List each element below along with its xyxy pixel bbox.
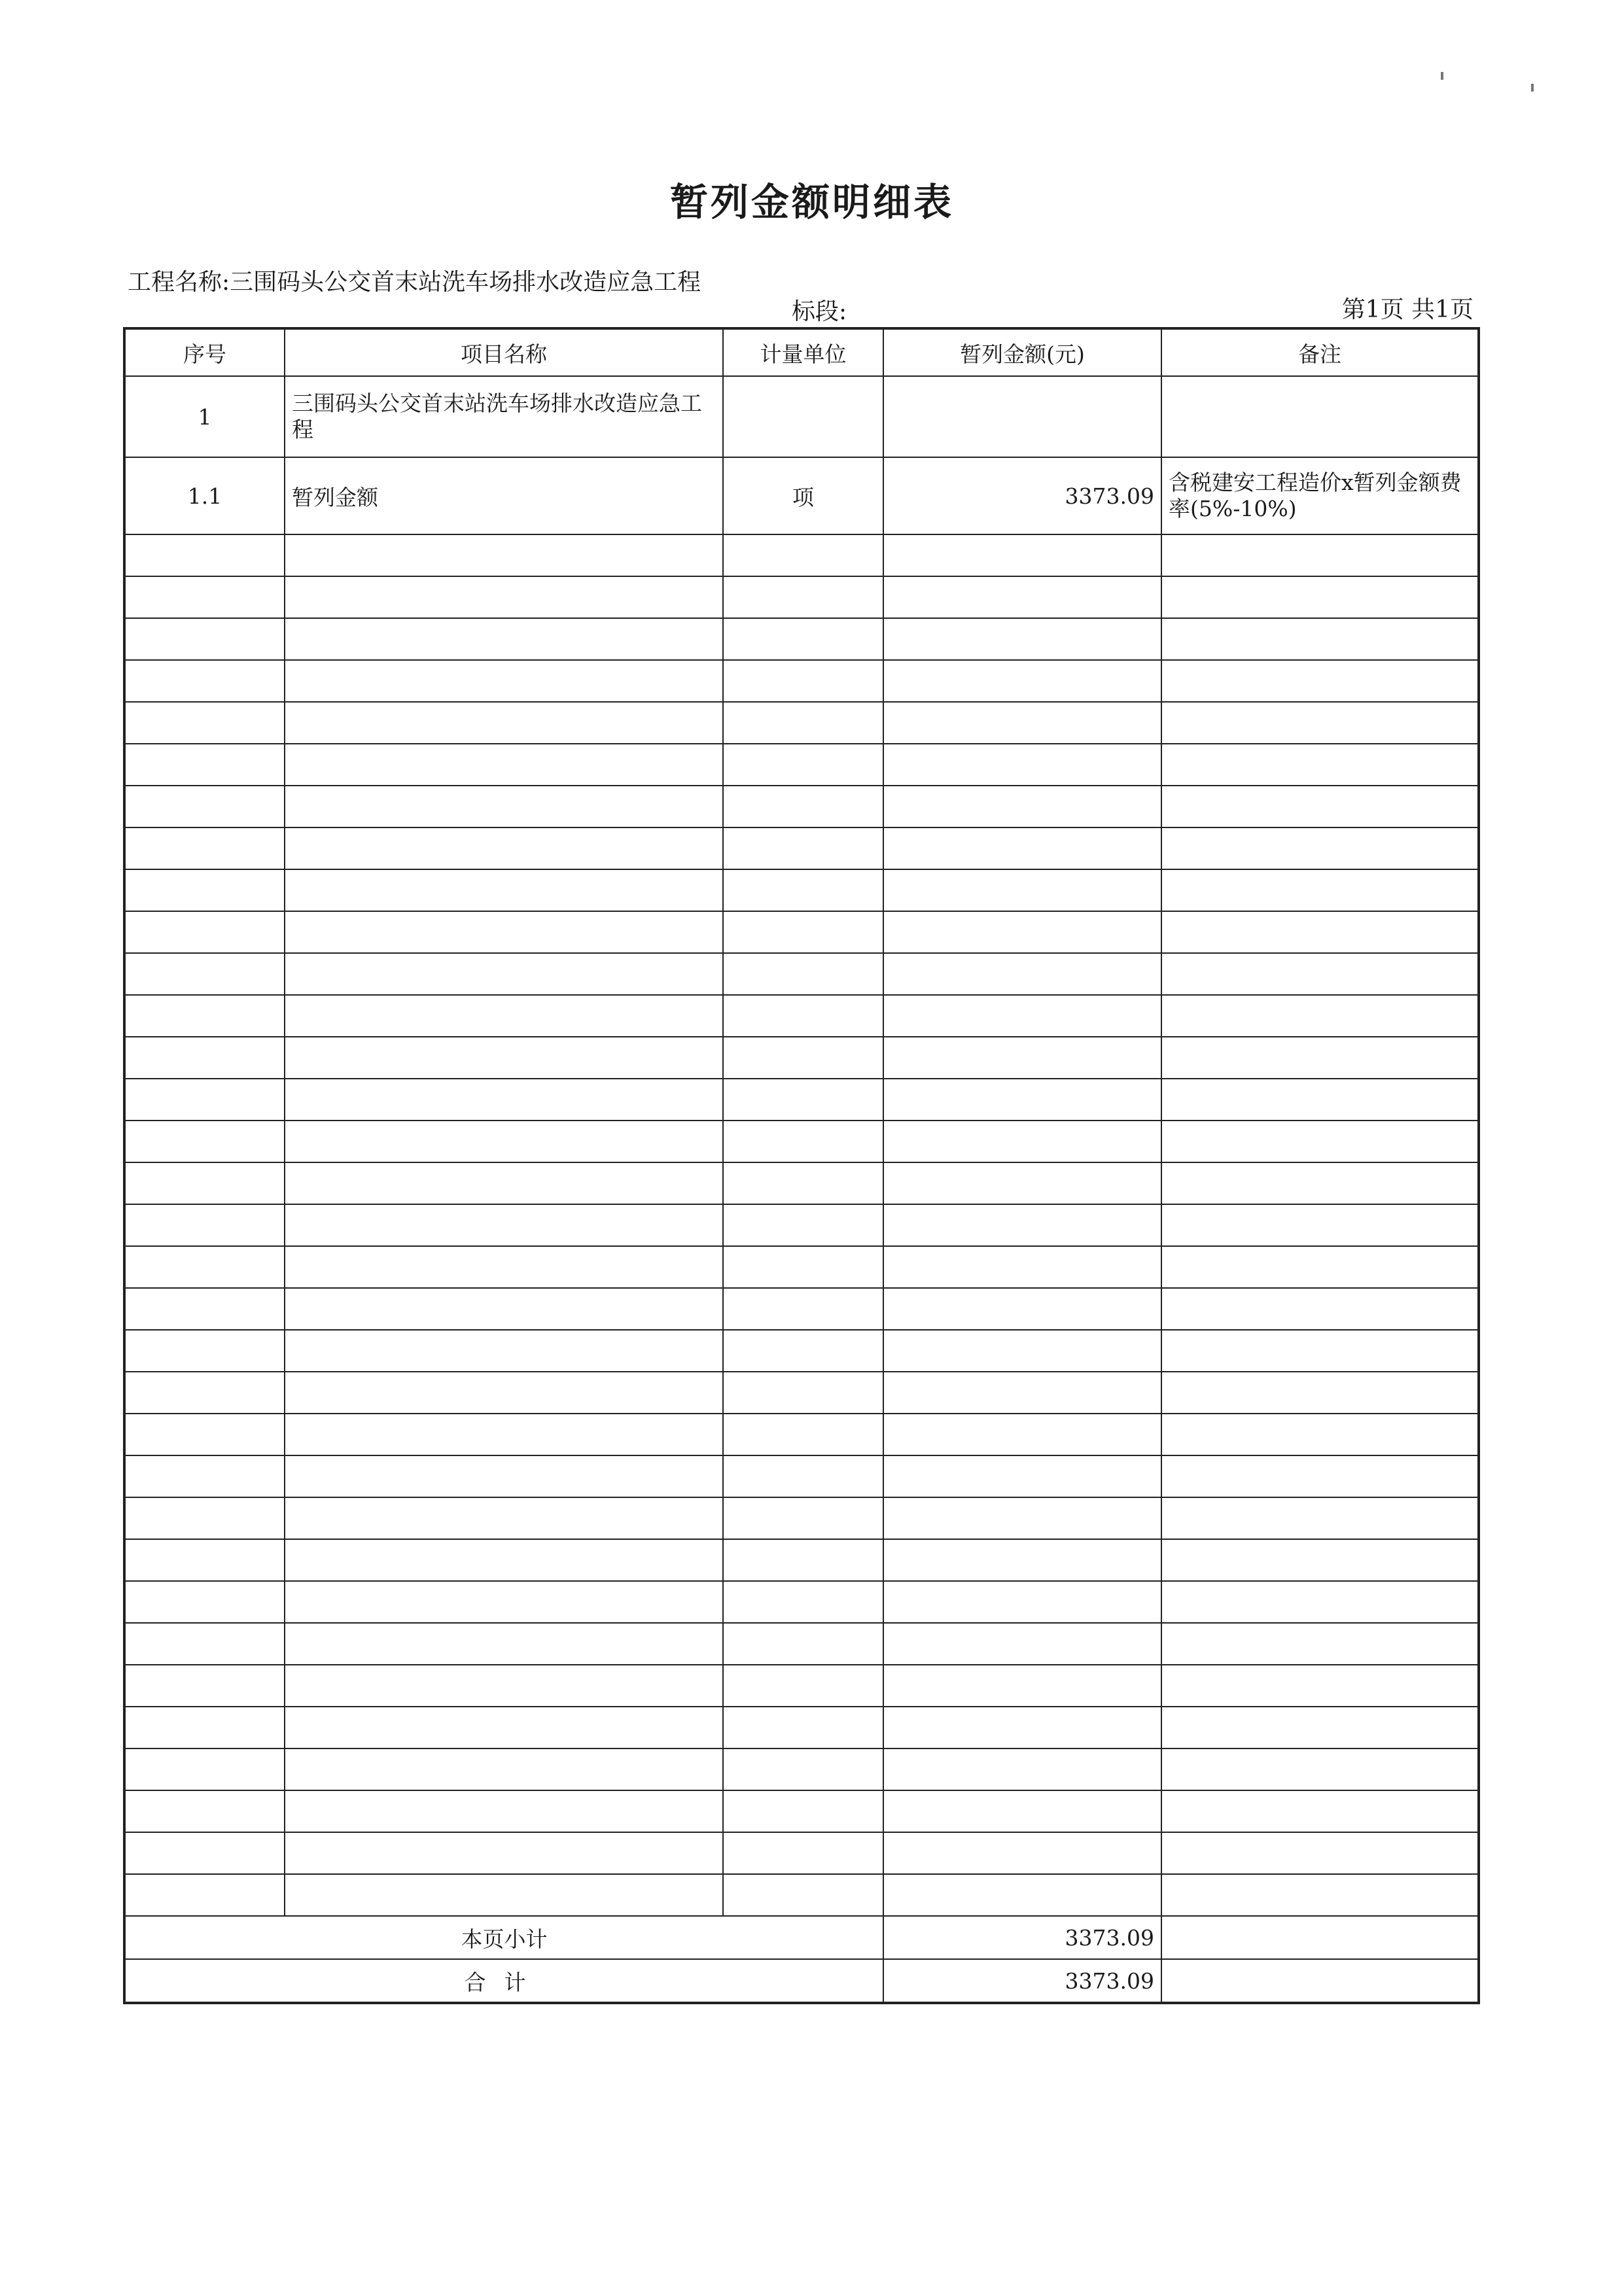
table-row-blank [124,744,1479,786]
cell-blank [285,827,723,869]
table-row-blank [124,995,1479,1037]
cell-blank [1161,1874,1479,1916]
cell-item-name: 暂列金额 [285,457,723,534]
cell-blank [723,1288,883,1330]
table-row-blank [124,1874,1479,1916]
cell-blank [1161,576,1479,618]
cell-blank [883,744,1161,786]
cell-blank [723,1497,883,1539]
cell-blank [883,1121,1161,1162]
cell-blank [723,1037,883,1079]
cell-blank [124,1874,285,1916]
cell-blank [883,1748,1161,1790]
total-amount: 3373.09 [883,1959,1161,2003]
table-row-blank [124,1539,1479,1581]
cell-blank [883,660,1161,702]
table-row-blank [124,1790,1479,1832]
cell-blank [1161,1539,1479,1581]
cell-blank [124,744,285,786]
section-label: 标段: [792,298,847,325]
cell-unit: 项 [723,457,883,534]
cell-blank [124,1246,285,1288]
total-row [124,1959,1479,2003]
cell-blank [1161,1246,1479,1288]
cell-blank [124,1204,285,1246]
table-row-blank [124,618,1479,660]
subtotal-label: 本页小计 [124,1916,883,1959]
cell-blank [124,1455,285,1497]
cell-blank [1161,1665,1479,1707]
cell-blank [723,1874,883,1916]
cell-blank [1161,1707,1479,1748]
cell-blank [124,576,285,618]
header-item-name: 项目名称 [285,328,723,376]
cell-blank [285,1790,723,1832]
cell-blank [124,1037,285,1079]
cell-blank [285,1162,723,1204]
cell-blank [883,1790,1161,1832]
cell-blank [883,1079,1161,1121]
cell-blank [723,1539,883,1581]
cell-blank [285,953,723,995]
cell-blank [1161,1330,1479,1372]
cell-blank [1161,744,1479,786]
cell-blank [883,1414,1161,1455]
table-row [124,376,1479,457]
table-row-blank [124,1288,1479,1330]
cell-blank [124,911,285,953]
cell-blank [285,1665,723,1707]
cell-blank [285,1079,723,1121]
table-row-blank [124,576,1479,618]
cell-blank [285,911,723,953]
table-row-blank [124,1330,1479,1372]
cell-blank [124,618,285,660]
cell-blank [883,1539,1161,1581]
cell-blank [883,1665,1161,1707]
cell-blank [285,660,723,702]
cell-blank [1161,1162,1479,1204]
table-row-blank [124,1037,1479,1079]
table-row-blank [124,786,1479,827]
cell-blank [883,702,1161,744]
cell-blank [1161,786,1479,827]
table-row-blank [124,1246,1479,1288]
cell-blank [124,995,285,1037]
cell-blank [285,1121,723,1162]
table-row-blank [124,827,1479,869]
cell-blank [285,1414,723,1455]
cell-blank [124,1707,285,1748]
cell-amount: 3373.09 [883,457,1161,534]
cell-blank [1161,660,1479,702]
cell-blank [285,744,723,786]
cell-note [1161,376,1479,457]
cell-blank [1161,869,1479,911]
cell-blank [285,1372,723,1414]
cell-blank [285,995,723,1037]
cell-blank [723,618,883,660]
cell-seq: 1.1 [124,457,285,534]
cell-blank [124,534,285,576]
cell-blank [723,1162,883,1204]
cell-blank [1161,1790,1479,1832]
cell-amount [883,376,1161,457]
cell-blank [723,1330,883,1372]
cell-blank [285,1037,723,1079]
table-row-blank [124,1455,1479,1497]
cell-blank [723,1790,883,1832]
table-row-blank [124,953,1479,995]
page-title: 暂列金额明细表 [669,180,954,224]
cell-blank [1161,618,1479,660]
cell-blank [285,1874,723,1916]
cell-note: 含税建安工程造价x暂列金额费率(5%-10%) [1161,457,1479,534]
cell-blank [1161,995,1479,1037]
cell-blank [1161,1581,1479,1623]
cell-blank [883,1455,1161,1497]
cell-blank [883,1246,1161,1288]
provisional-sum-table [123,327,1480,2004]
cell-blank [124,1414,285,1455]
table-row-blank [124,1204,1479,1246]
cell-blank [883,1204,1161,1246]
cell-blank [883,1832,1161,1874]
cell-blank [124,869,285,911]
cell-blank [723,660,883,702]
cell-blank [883,1623,1161,1665]
header-amount: 暂列金额(元) [883,328,1161,376]
cell-blank [124,827,285,869]
table-row-blank [124,1372,1479,1414]
cell-blank [1161,1372,1479,1414]
table-row-blank [124,1665,1479,1707]
cell-blank [285,534,723,576]
cell-blank [124,1790,285,1832]
cell-blank [124,1497,285,1539]
cell-blank [285,869,723,911]
cell-blank [285,1330,723,1372]
cell-blank [285,576,723,618]
cell-blank [285,1288,723,1330]
cell-blank [124,702,285,744]
table-row-blank [124,702,1479,744]
cell-blank [883,1874,1161,1916]
cell-blank [883,953,1161,995]
cell-blank [124,1539,285,1581]
cell-blank [124,1665,285,1707]
cell-blank [723,1079,883,1121]
cell-blank [1161,827,1479,869]
scan-speck [1531,84,1534,92]
cell-blank [883,576,1161,618]
cell-blank [124,786,285,827]
cell-blank [124,1121,285,1162]
cell-blank [883,1037,1161,1079]
cell-blank [883,995,1161,1037]
project-name: 工程名称:三围码头公交首末站洗车场排水改造应急工程 [128,269,701,296]
cell-blank [1161,1455,1479,1497]
table-row-blank [124,1623,1479,1665]
scan-speck [1441,72,1443,80]
subtotal-note [1161,1916,1479,1959]
header-note: 备注 [1161,328,1479,376]
cell-blank [723,702,883,744]
table-row-blank [124,1121,1479,1162]
cell-blank [124,1288,285,1330]
cell-blank [285,1748,723,1790]
table-row-blank [124,534,1479,576]
total-note [1161,1959,1479,2003]
cell-blank [285,1497,723,1539]
cell-blank [285,1204,723,1246]
table-row-blank [124,1707,1479,1748]
cell-blank [1161,1121,1479,1162]
cell-blank [723,576,883,618]
table-row [124,457,1479,534]
cell-blank [285,618,723,660]
cell-blank [1161,1623,1479,1665]
subtotal-amount: 3373.09 [883,1916,1161,1959]
cell-blank [723,1581,883,1623]
cell-blank [883,1288,1161,1330]
cell-item-name: 三围码头公交首末站洗车场排水改造应急工程 [285,376,723,457]
subtotal-row [124,1916,1479,1959]
cell-blank [723,1707,883,1748]
cell-blank [1161,1037,1479,1079]
cell-blank [883,1581,1161,1623]
table-row-blank [124,1162,1479,1204]
header-seq: 序号 [124,328,285,376]
cell-blank [1161,1748,1479,1790]
cell-blank [883,534,1161,576]
cell-blank [723,1414,883,1455]
cell-blank [1161,1414,1479,1455]
table-row-blank [124,911,1479,953]
cell-blank [124,1623,285,1665]
cell-blank [723,1372,883,1414]
table-row-blank [124,1832,1479,1874]
cell-blank [883,911,1161,953]
cell-blank [1161,1497,1479,1539]
cell-blank [124,660,285,702]
cell-blank [723,534,883,576]
header-unit: 计量单位 [723,328,883,376]
cell-blank [1161,953,1479,995]
cell-blank [124,953,285,995]
cell-blank [723,1121,883,1162]
cell-blank [285,1623,723,1665]
cell-blank [883,869,1161,911]
cell-blank [723,869,883,911]
cell-blank [883,786,1161,827]
cell-blank [1161,1204,1479,1246]
cell-blank [883,618,1161,660]
table-row-blank [124,660,1479,702]
cell-blank [285,1707,723,1748]
cell-blank [723,1204,883,1246]
cell-blank [723,1748,883,1790]
cell-blank [124,1162,285,1204]
table-header-row [124,328,1479,376]
cell-blank [1161,1288,1479,1330]
cell-blank [723,953,883,995]
table-row-blank [124,1414,1479,1455]
cell-blank [723,1246,883,1288]
cell-blank [124,1748,285,1790]
cell-blank [883,1497,1161,1539]
cell-blank [723,911,883,953]
cell-blank [1161,1079,1479,1121]
cell-blank [723,786,883,827]
cell-blank [285,1581,723,1623]
cell-blank [124,1832,285,1874]
table-row-blank [124,869,1479,911]
cell-blank [723,995,883,1037]
cell-blank [883,827,1161,869]
table-row-blank [124,1497,1479,1539]
cell-blank [1161,911,1479,953]
cell-blank [124,1581,285,1623]
cell-unit [723,376,883,457]
cell-blank [723,1832,883,1874]
cell-blank [285,786,723,827]
cell-blank [124,1079,285,1121]
cell-blank [285,1832,723,1874]
cell-blank [723,827,883,869]
cell-blank [883,1372,1161,1414]
cell-blank [1161,534,1479,576]
cell-blank [883,1330,1161,1372]
table-row-blank [124,1748,1479,1790]
cell-blank [883,1707,1161,1748]
page-info: 第1页 共1页 [1341,296,1474,323]
cell-blank [285,1246,723,1288]
total-label: 合计 [124,1959,883,2003]
cell-blank [883,1162,1161,1204]
cell-blank [285,1455,723,1497]
cell-blank [1161,1832,1479,1874]
cell-blank [723,1665,883,1707]
table-row-blank [124,1079,1479,1121]
cell-blank [285,702,723,744]
cell-seq: 1 [124,376,285,457]
cell-blank [1161,702,1479,744]
cell-blank [723,1623,883,1665]
cell-blank [124,1330,285,1372]
cell-blank [723,1455,883,1497]
cell-blank [723,744,883,786]
table-row-blank [124,1581,1479,1623]
cell-blank [285,1539,723,1581]
cell-blank [124,1372,285,1414]
